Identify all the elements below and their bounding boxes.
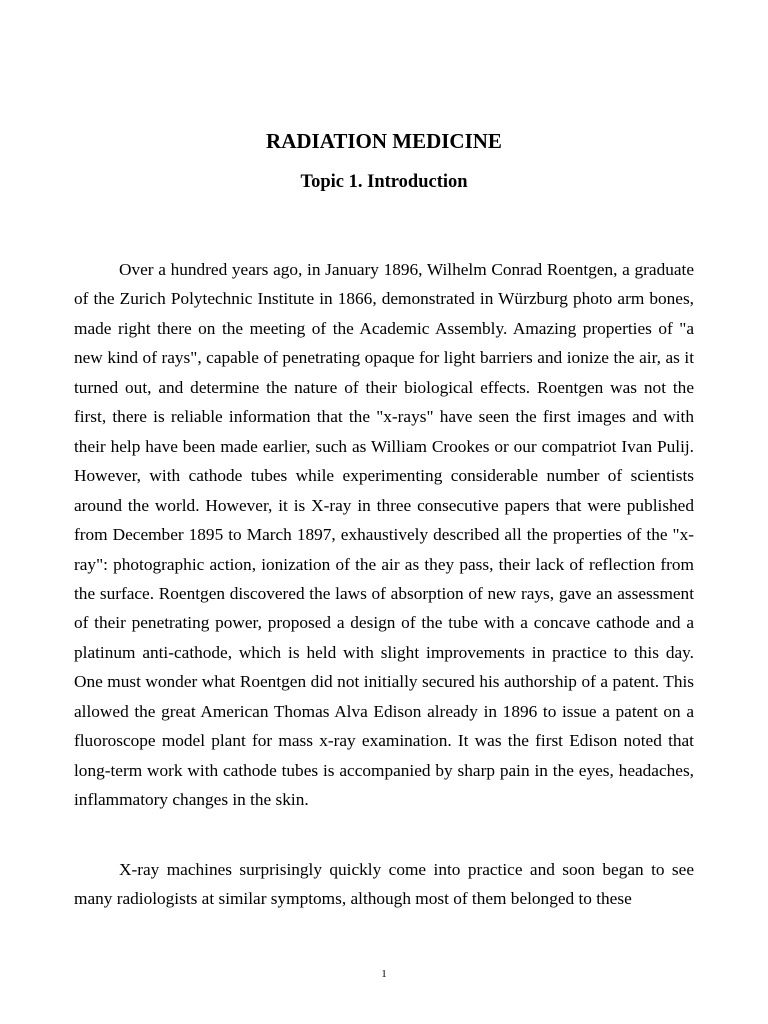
document-title: RADIATION MEDICINE <box>266 129 502 153</box>
document-subtitle: Topic 1. Introduction <box>300 172 468 192</box>
body-paragraph-2: X-ray machines surprisingly quickly come into practice and soon began to see many radiologists at similar symptoms, although most of them belonged to these <box>74 860 694 909</box>
page-number: 1 <box>381 968 387 980</box>
body-paragraph-1: Over a hundred years ago, in January 1896, Wilhelm Conrad Roentgen, a graduate of the Zurich Polytechnic Institute in 1866, demonstrated in Würzburg photo arm bones, made right there on the meeting of the Academic Assembly. Amazing properties of "a new kind of rays", capable of penetrating opaque for light barriers and ionize the air, as it turned out, and determine the nature of their biological effects. Roentgen was not the first, there is reliable information that the "x-rays" have seen the first images and with their help have been made earlier, such as William Crookes or our compatriot Ivan Pulij. However, with cathode tubes while experimenting considerable number of scientists around the world. However, it is X-ray in three consecutive papers that were published from December 1895 to March 1897, exhaustively described all the properties of the "x-ray": photographic action, ionization of the air as they pass, their lack of reflection from the surface. Roentgen discovered the laws of absorption of new rays, gave an assessment of their penetrating power, proposed a design of the tube with a concave cathode and a platinum anti-cathode, which is held with slight improvements in practice to this day. One must wonder what Roentgen did not initially secured his authorship of a patent. This allowed the great American Thomas Alva Edison already in 1896 to issue a patent on a fluoroscope model plant for mass x-ray examination. It was the first Edison noted that long-term work with cathode tubes is accompanied by sharp pain in the eyes, headaches, inflammatory changes in the skin. <box>74 260 694 810</box>
